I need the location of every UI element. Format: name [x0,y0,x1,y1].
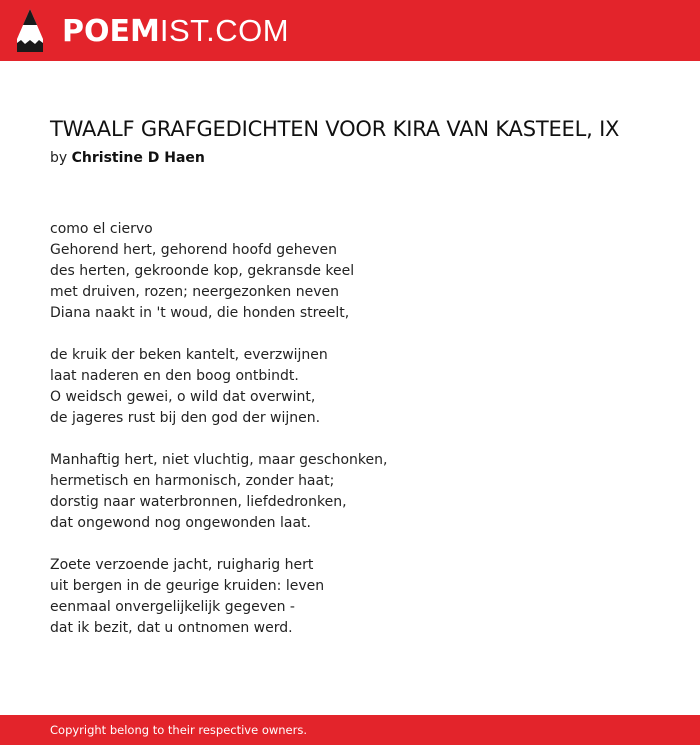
poem-line: dorstig naar waterbronnen, liefdedronken, [50,494,347,510]
pencil-tip-icon[interactable] [17,9,43,52]
poem-line: dat ongewond nog ongewonden laat. [50,515,311,531]
poem-line: Zoete verzoende jacht, ruigharig hert [50,557,314,573]
stanza [50,219,387,324]
poem-line: de jageres rust bij den god der wijnen. [50,410,321,426]
site-logo[interactable] [62,11,289,51]
site-header [0,0,700,61]
copyright-text: Copyright belong to their respective owners. [50,723,308,737]
poem-line: como el ciervo [50,221,153,237]
poem-line: Gehorend hert, gehorend hoofd geheven [50,242,338,258]
stanza [50,555,387,639]
byline [50,150,205,166]
site-footer [0,715,700,745]
poem-line: des herten, gekroonde kop, gekransde keel [50,263,355,279]
stanza [50,450,387,534]
poem-line: O weidsch gewei, o wild dat overwint, [50,389,316,405]
poem-title: TWAALF GRAFGEDICHTEN VOOR KIRA VAN KASTEEL, IX [50,117,620,141]
poem-line: Diana naakt in 't woud, die honden streelt, [50,305,350,321]
poem-line: de kruik der beken kantelt, everzwijnen [50,347,328,363]
author-name[interactable]: Christine D Haen [71,150,205,166]
poem-line: hermetisch en harmonisch, zonder haat; [50,473,335,489]
logo-bold-text: POEM [62,14,160,49]
poem-line: met druiven, rozen; neergezonken neven [50,284,339,300]
poem-line: Manhaftig hert, niet vluchtig, maar geschonken, [50,452,388,468]
stanza [50,345,387,429]
poem-line: dat ik bezit, dat u ontnomen werd. [50,620,293,636]
poem-line: eenmaal onvergelijkelijk gegeven - [50,599,295,615]
poem-body [50,219,387,660]
poem-line: uit bergen in de geurige kruiden: leven [50,578,325,594]
by-label: by [50,150,68,166]
poem-line: laat naderen en den boog ontbindt. [50,368,299,384]
logo-light-text: IST.COM [159,13,290,48]
